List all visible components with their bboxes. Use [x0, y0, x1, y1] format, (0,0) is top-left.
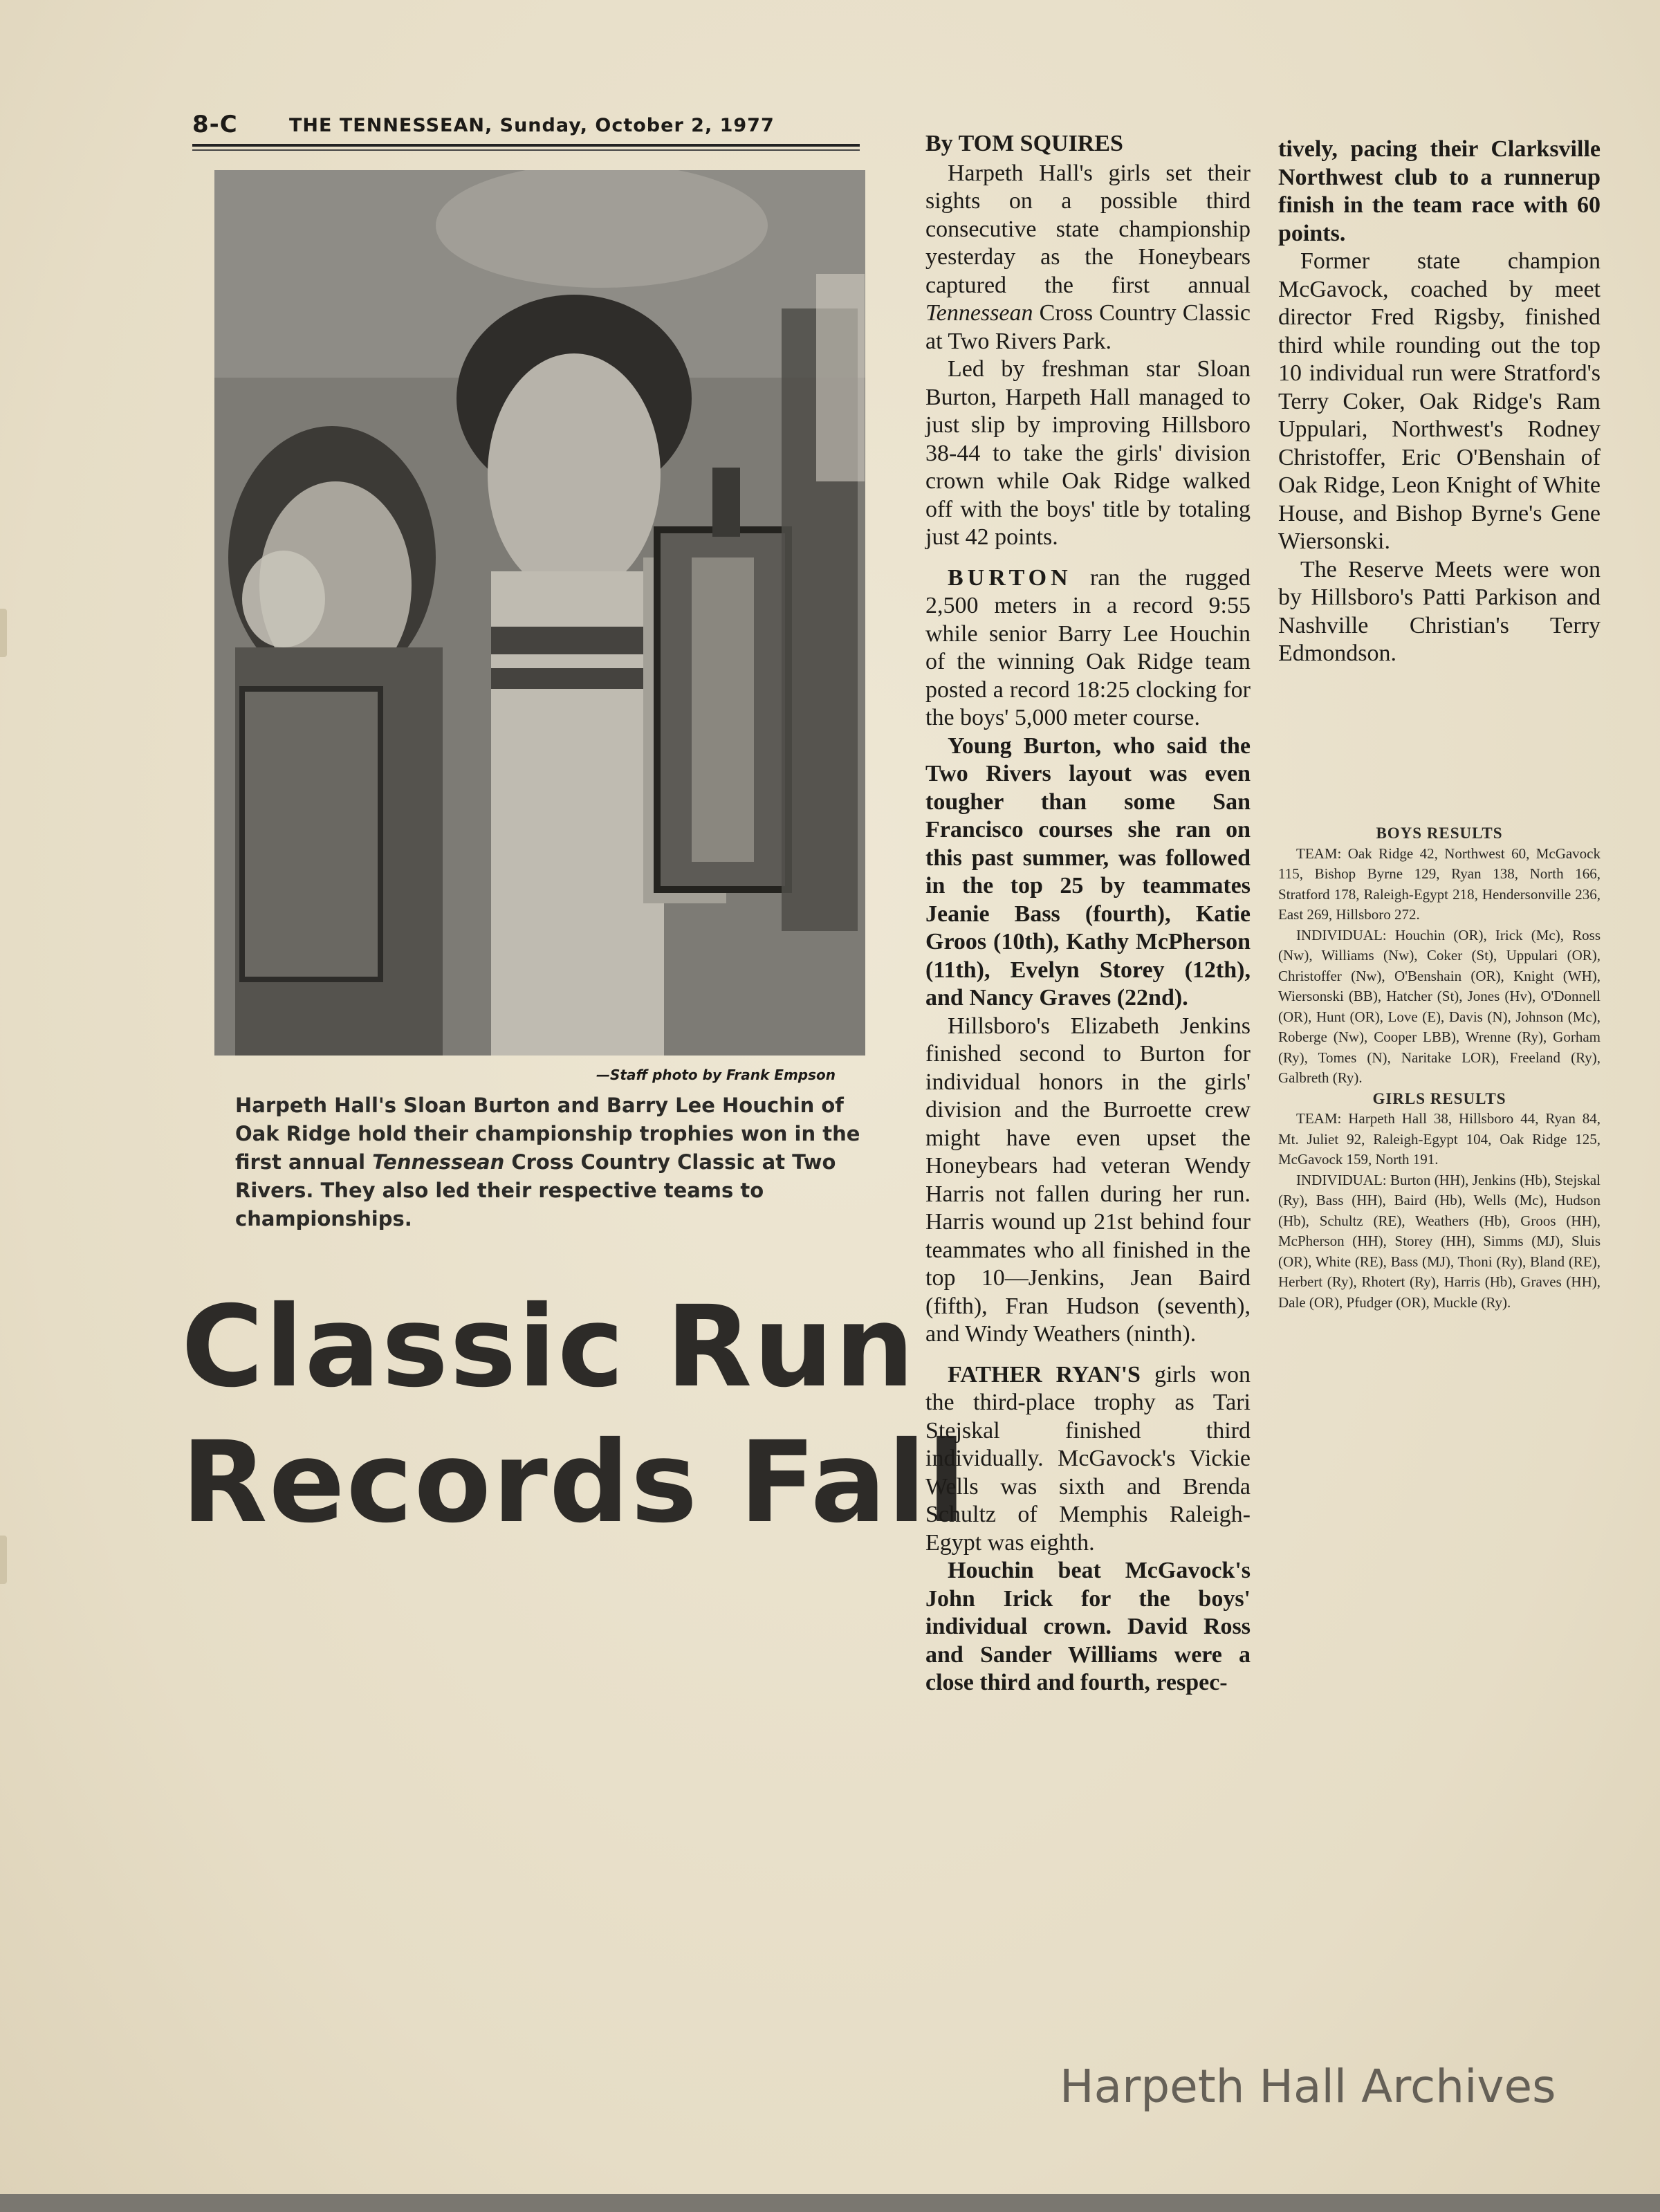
- photo-illustration: [214, 170, 865, 1056]
- article-paragraph: tively, pacing their Clarksville Northwest club to a runnerup finish in the team race with 60 points.: [1278, 136, 1601, 246]
- binder-hole: [0, 1536, 7, 1584]
- article-paragraph: [925, 564, 1251, 732]
- binder-hole: [0, 609, 7, 657]
- girls-results-heading: GIRLS RESULTS: [1372, 1089, 1506, 1107]
- girls-team-results: TEAM: Harpeth Hall 38, Hillsboro 44, Ryan 84, Mt. Juliet 92, Raleigh-Egypt 104, Oak Ridge 125, McGavock 159, North 191.: [1278, 1110, 1601, 1168]
- article-paragraph: Young Burton, who said the Two Rivers layout was even tougher than some San Francisco courses she ran on this past summer, was followed in the top 25 by teammates Jeanie Bass (fourth), Katie Groos (10th), Kathy McPherson (11th), Evelyn Storey (12th), and Nancy Graves (22nd).: [925, 732, 1251, 1011]
- masthead: THE TENNESSEAN, Sunday, October 2, 1977: [289, 115, 775, 136]
- article-text: Cross Country Classic at Two Rivers Park.: [925, 300, 1251, 354]
- header-rule: [192, 144, 860, 147]
- scan-edge: [0, 2194, 1660, 2212]
- race-results: [1278, 823, 1601, 1313]
- page-number: 8-C: [192, 111, 238, 138]
- headline: [181, 1280, 968, 1551]
- headline-line-2: Records Fall: [181, 1418, 968, 1548]
- article-text: girls won the third-place trophy as Tari Stejskal finished third individually. McGavock's Vickie Wells was sixth and Brenda Schultz of Memphis Raleigh-Egypt was eighth.: [925, 1361, 1251, 1556]
- paragraph-lead: FATHER RYAN'S: [948, 1361, 1141, 1388]
- article-paragraph: Hillsboro's Elizabeth Jenkins finished second to Burton for individual honors in the girls' division and the Burroette crew might have even upset the Honeybears had veteran Wendy Harris not fallen during her run. Harris wound up 21st behind four teammates who all finished in the top 10—Jenkins, Jean Baird (fifth), Fran Hudson (seventh), and Windy Weathers (ninth).: [925, 1013, 1251, 1347]
- article-paragraph: Houchin beat McGavock's John Irick for the boys' individual crown. David Ross and Sander Williams were a close third and fourth, respec-: [925, 1558, 1251, 1695]
- article-paragraph: Former state champion McGavock, coached by meet director Fred Rigsby, finished third while rounding out the top 10 individual run were Stratford's Terry Coker, Oak Ridge's Ram Uppulari, Northwest's Rodney Christoffer, Eric O'Benshain of Oak Ridge, Leon Knight of White House, and Bishop Byrne's Gene Wiersonski.: [1278, 248, 1601, 554]
- staff-photo: [214, 170, 865, 1056]
- article-paragraph: [925, 1361, 1251, 1558]
- article-column-2: [1278, 136, 1601, 668]
- header-rule-thin: [192, 149, 860, 151]
- archive-watermark: Harpeth Hall Archives: [1060, 2060, 1556, 2113]
- caption-publication-name: Tennessean: [372, 1150, 505, 1174]
- boys-individual-results: INDIVIDUAL: Houchin (OR), Irick (Mc), Ross (Nw), Williams (Nw), Coker (St), Uppulari (OR), Christoffer (Nw), O'Benshain (OR), Knight (WH), Wiersonski (BB), Hatcher (St), Jones (Hv), O'Donnell (OR), Hunt (OR), Love (E), Davis (N), Johnson (Mc), Roberge (Nw), Cooper LBB), Wrenne (Ry), Gorham (Ry), Tomes (N), Naritake LOR), Freeland (Ry), Galbreth (Ry).: [1278, 926, 1601, 1086]
- article-text: Harpeth Hall's girls set their sights on a possible third consecutive state championship yesterday as the Honeybears captured the first annual: [925, 160, 1251, 298]
- caption-text-end: Cross Country Classic at Two Rivers. They also led their respective teams to championships.: [235, 1150, 836, 1231]
- article-text: ran the rugged 2,500 meters in a record 9:55 while senior Barry Lee Houchin of the winning Oak Ridge team posted a record 18:25 clocking for the boys' 5,000 meter course.: [925, 564, 1251, 730]
- article-paragraph: The Reserve Meets were won by Hillsboro's Patti Parkison and Nashville Christian's Terry Edmondson.: [1278, 556, 1601, 666]
- article-paragraph: [925, 160, 1251, 356]
- girls-individual-results: INDIVIDUAL: Burton (HH), Jenkins (Hb), Stejskal (Ry), Bass (HH), Baird (Hb), Wells (Mc), Hudson (Hb), Schultz (RE), Weathers (Hb), Groos (HH), McPherson (HH), Storey (HH), Simms (MJ), Sluis (OR), White (RE), Bass (MJ), Thoni (Ry), Bland (RE), Herbert (Ry), Rhotert (Ry), Harris (Hb), Graves (HH), Dale (OR), Pfudger (OR), Muckle (Ry).: [1278, 1171, 1601, 1311]
- page-header: [192, 111, 860, 152]
- paragraph-lead: BURTON: [948, 564, 1072, 591]
- boys-results-heading: BOYS RESULTS: [1376, 824, 1503, 842]
- photo-credit: —Staff photo by Frank Empson: [596, 1067, 836, 1083]
- caption-text: Harpeth Hall's Sloan Burton and Barry Lee Houchin of Oak Ridge hold their championship trophies won in the first annual: [235, 1094, 860, 1174]
- article-paragraph: Led by freshman star Sloan Burton, Harpeth Hall managed to just slip by improving Hillsboro 38-44 to take the girls' division crown while Oak Ridge walked off with the boys' title by totaling just 42 points.: [925, 356, 1251, 550]
- article-column-1: [925, 130, 1251, 1697]
- boys-team-results: TEAM: Oak Ridge 42, Northwest 60, McGavock 115, Bishop Byrne 129, Ryan 138, North 166, Stratford 178, Raleigh-Egypt 218, Hendersonville 236, East 269, Hillsboro 272.: [1278, 845, 1601, 923]
- photo-caption: [235, 1091, 862, 1233]
- byline: By TOM SQUIRES: [925, 131, 1123, 156]
- article-publication-name: Tennessean: [925, 300, 1033, 326]
- headline-line-1: Classic Run: [181, 1282, 916, 1412]
